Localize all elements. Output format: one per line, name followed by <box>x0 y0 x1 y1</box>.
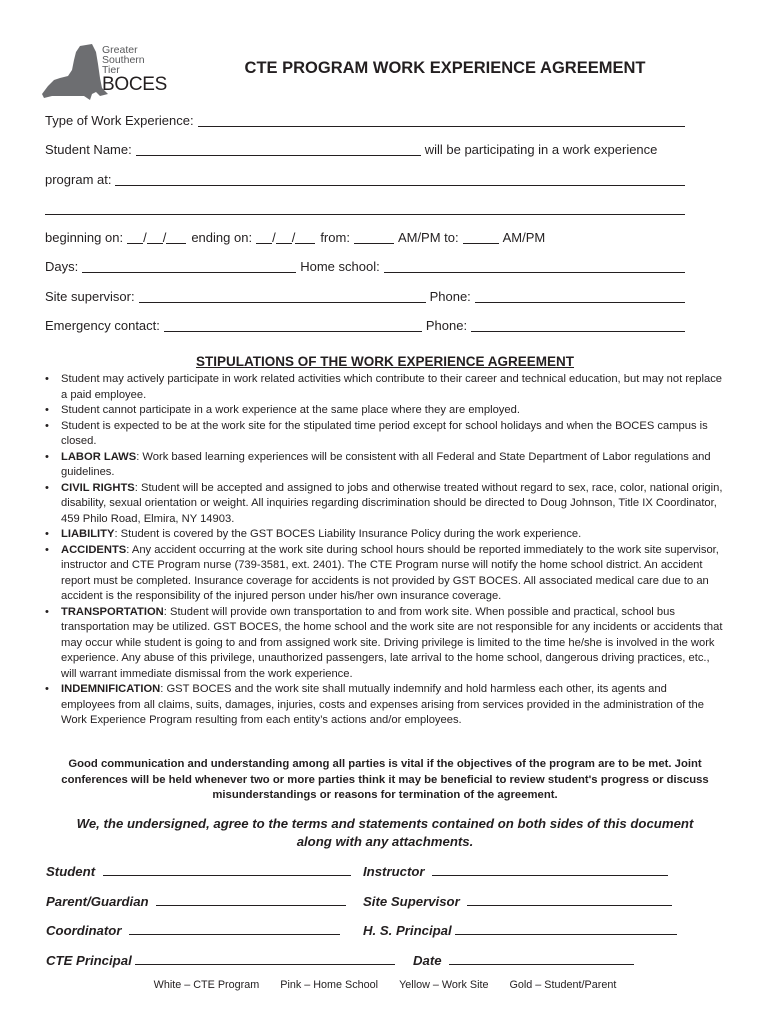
hs-principal-signature-field[interactable] <box>455 921 677 935</box>
coordinator-signature-row <box>46 921 340 939</box>
from-time-field[interactable] <box>354 230 394 244</box>
list-item: • Student is expected to be at the work site for the stipulated time period except for school holidays and when the BOCES campus is closed. <box>44 419 724 450</box>
date-separator: / <box>143 230 147 245</box>
student-name-label: Student Name: <box>45 142 132 157</box>
home-school-label: Home school: <box>300 259 380 274</box>
new-york-state-map-icon <box>40 44 110 106</box>
list-item: • Student cannot participate in a work experience at the same place where they are employed. <box>44 403 724 419</box>
date-row <box>413 951 634 969</box>
site-supervisor-label: Site supervisor: <box>45 289 135 304</box>
from-label: from: <box>320 230 350 245</box>
list-item: • LIABILITY: Student is covered by the GST BOCES Liability Insurance Policy during the work experience. <box>44 527 724 543</box>
phone-label: Phone: <box>429 289 471 304</box>
copy-distribution <box>0 979 770 991</box>
site-supervisor-signature-row <box>363 892 672 910</box>
emergency-contact-label: Emergency contact: <box>45 318 160 333</box>
copy-yellow: Yellow – Work Site <box>399 979 489 991</box>
instructor-signature-label: Instructor <box>363 864 425 879</box>
page-title: CTE PROGRAM WORK EXPERIENCE AGREEMENT <box>244 59 646 77</box>
logo-line-3: Tier <box>102 64 120 76</box>
end-year-field[interactable] <box>295 230 315 244</box>
student-name-field[interactable] <box>136 142 421 156</box>
date-label: Date <box>413 953 442 968</box>
site-supervisor-field[interactable] <box>139 289 426 303</box>
program-label: program at: <box>45 172 112 187</box>
program-field[interactable] <box>115 172 685 186</box>
instructor-signature-field[interactable] <box>432 862 668 876</box>
parent-signature-label: Parent/Guardian <box>46 894 149 909</box>
parent-signature-row <box>46 892 346 910</box>
site-supervisor-row <box>45 289 685 305</box>
list-item: • LABOR LAWS: Work based learning experiences will be consistent with all Federal and State Department of Labor regulations and guidelines. <box>44 450 724 481</box>
begin-day-field[interactable] <box>147 230 163 244</box>
date-separator: / <box>272 230 276 245</box>
site-supervisor-signature-field[interactable] <box>467 892 672 906</box>
date-separator: / <box>162 230 167 245</box>
begin-year-field[interactable] <box>166 230 186 244</box>
program-field-line-2[interactable] <box>45 201 685 215</box>
home-school-field[interactable] <box>384 259 685 273</box>
copy-gold: Gold – Student/Parent <box>509 979 617 991</box>
site-supervisor-signature-label: Site Supervisor <box>363 894 460 909</box>
logo-wordmark <box>102 45 167 95</box>
cte-principal-signature-row <box>46 951 395 969</box>
type-of-work-row <box>45 113 685 129</box>
copy-pink: Pink – Home School <box>280 979 379 991</box>
list-item: • INDEMNIFICATION: GST BOCES and the work site shall mutually indemnify and hold harmless each other, its agents and employees from all claims, suits, damages, injuries, costs and expenses arising from services provided in the administration of the Work Experience Program resulting from each entity’s actions and/or employees. <box>44 682 724 729</box>
student-signature-label: Student <box>46 864 96 879</box>
days-field[interactable] <box>82 259 296 273</box>
emergency-contact-field[interactable] <box>164 318 422 332</box>
emergency-phone-field[interactable] <box>471 318 685 332</box>
cte-principal-signature-label: CTE Principal <box>46 953 132 968</box>
cte-principal-signature-field[interactable] <box>135 951 395 965</box>
parent-signature-field[interactable] <box>156 892 346 906</box>
boces-logo <box>40 42 175 106</box>
ampm-label: AM/PM <box>502 230 546 245</box>
good-communication-statement: Good communication and understanding among all parties is vital if the objectives of the program are to be met. Joint conferences will be held whenever two or more parties think it may be beneficial to review student's progress or discuss misunderstandings or reasons for termination of the agreement. <box>61 758 709 801</box>
emergency-contact-row <box>45 318 685 334</box>
to-time-field[interactable] <box>463 230 499 244</box>
list-item: • TRANSPORTATION: Student will provide own transportation to and from work site. When possible and practical, school bus transportation may be utilized. GST BOCES, the home school and the work site are not responsible for any incidents or accidents that may occur while student is going to and from assigned work site. Driving privilege is limited to the time he/she is involved in the work experience. Any abuse of this privilege, unauthorized passengers, late arrival to the home school, dangerous driving practices, etc., will warrant immediate dismissal from the work experience. <box>44 605 724 683</box>
list-item: • ACCIDENTS: Any accident occurring at the work site during school hours should be reported immediately to the work site supervisor, instructor and CTE Program nurse (739-3581, ext. 2401). The CTE Program nurse will notify the home school district. An accident report must be completed. Insurance coverage for accidents is not provided by GST BOCES. All associated medical care due to an accident is the responsibility of the injured person under his/her own insurance coverage. <box>44 543 724 605</box>
hs-principal-signature-row <box>363 921 677 939</box>
copy-white: White – CTE Program <box>153 979 260 991</box>
agreement-statement: We, the undersigned, agree to the terms and statements contained on both sides of this document along with any attachments. <box>76 816 694 849</box>
stipulations-list <box>44 372 724 729</box>
site-supervisor-phone-field[interactable] <box>475 289 685 303</box>
dates-row <box>45 230 685 246</box>
type-of-work-field[interactable] <box>198 113 685 127</box>
student-signature-field[interactable] <box>103 862 351 876</box>
list-item: • Student may actively participate in work related activities which contribute to their career and technical education, but may not replace a paid employee. <box>44 372 724 403</box>
student-name-row <box>45 142 685 158</box>
date-field[interactable] <box>449 951 634 965</box>
student-signature-row <box>46 862 351 880</box>
days-label: Days: <box>45 259 79 274</box>
list-item: • CIVIL RIGHTS: Student will be accepted and assigned to jobs and otherwise treated without regard to sex, race, color, national origin, disability, sexual orientation or weight. All inquiries regarding discrimination should be directed to Doug Johnson, Title IX Coordinator, 459 Philo Road, Elmira, NY 14903. <box>44 481 724 528</box>
days-row <box>45 259 685 275</box>
coordinator-signature-label: Coordinator <box>46 923 122 938</box>
end-day-field[interactable] <box>276 230 292 244</box>
beginning-label: beginning on: <box>45 230 124 245</box>
begin-month-field[interactable] <box>127 230 143 244</box>
program-row <box>45 172 685 188</box>
ending-label: ending on: <box>191 230 253 245</box>
student-name-suffix: will be participating in a work experience <box>424 142 658 157</box>
stipulations-heading: STIPULATIONS OF THE WORK EXPERIENCE AGREEMENT <box>195 354 575 369</box>
logo-line-1: Greater <box>102 44 138 56</box>
coordinator-signature-field[interactable] <box>129 921 340 935</box>
phone-label: Phone: <box>425 318 468 333</box>
hs-principal-signature-label: H. S. Principal <box>363 923 452 938</box>
end-month-field[interactable] <box>256 230 272 244</box>
program-row-2 <box>45 201 685 215</box>
logo-line-2: Southern <box>102 54 145 66</box>
date-separator: / <box>291 230 296 245</box>
ampm-to-label: AM/PM to: <box>397 230 459 245</box>
logo-brand: BOCES <box>102 74 168 95</box>
instructor-signature-row <box>363 862 668 880</box>
type-of-work-label: Type of Work Experience: <box>45 113 194 128</box>
